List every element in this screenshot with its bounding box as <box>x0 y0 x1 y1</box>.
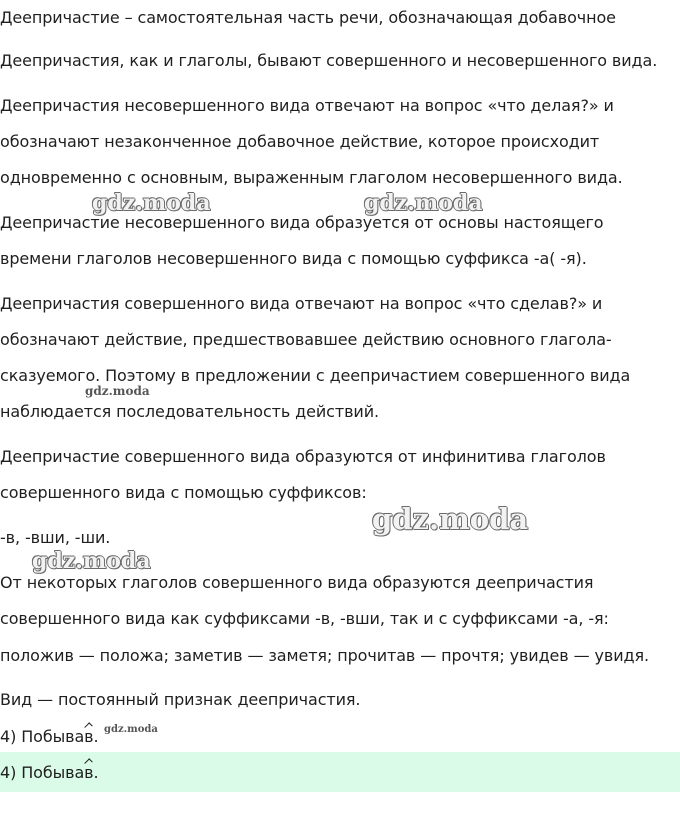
text-line: совершенного вида с помощью суффиксов: <box>0 483 367 502</box>
text-line: обозначают незаконченное добавочное действие, которое происходит <box>0 132 600 151</box>
task-suffix: . <box>93 727 99 746</box>
answer-suffix: . <box>93 763 99 782</box>
text-line: одновременно с основным, выраженным глаголом несовершенного вида. <box>0 168 623 187</box>
text-line: совершенного вида как суффиксами -в, -вши, так и с суффиксами -а, -я: <box>0 609 609 628</box>
text-line: -в, -вши, -ши. <box>0 528 111 547</box>
text-line: Деепричастие совершенного вида образуются от инфинитива глаголов <box>0 447 606 466</box>
text-line: От некоторых глаголов совершенного вида образуются деепричастия <box>0 573 594 592</box>
text-line: сказуемого. Поэтому в предложении с деепричастием совершенного вида <box>0 366 631 385</box>
text-line: положив — положа; заметив — заметя; прочитав — прочтя; увидев — увидя. <box>0 646 649 665</box>
text-line: Деепричастия, как и глаголы, бывают совершенного и несовершенного вида. <box>0 51 658 70</box>
watermark: gdz.moda <box>104 724 158 735</box>
answer-line <box>0 763 99 783</box>
watermark: gdz.moda <box>364 190 483 216</box>
answer-marked-letter: в <box>84 763 94 782</box>
task-line <box>0 727 99 747</box>
watermark: gdz.moda <box>85 384 150 398</box>
task-prefix: 4) Побыва <box>0 727 85 746</box>
watermark: gdz.moda <box>32 548 151 574</box>
watermark: gdz.moda <box>372 502 529 536</box>
watermark: gdz.moda <box>92 190 211 216</box>
text-line: Деепричастие несовершенного вида образуется от основы настоящего <box>0 213 604 232</box>
text-line: Деепричастие – самостоятельная часть речи, обозначающая добавочное <box>0 8 616 27</box>
text-line: Деепричастия совершенного вида отвечают на вопрос «что сделав?» и <box>0 294 603 313</box>
text-line: наблюдается последовательность действий. <box>0 402 380 421</box>
text-line: времени глаголов несовершенного вида с помощью суффикса -а( -я). <box>0 249 587 268</box>
text-line: обозначают действие, предшествовавшее действию основного глагола- <box>0 330 612 349</box>
answer-box <box>0 752 680 792</box>
text-line: Вид — постоянный признак деепричастия. <box>0 690 361 709</box>
text-line: Деепричастия несовершенного вида отвечают на вопрос «что делая?» и <box>0 96 614 115</box>
answer-prefix: 4) Побыва <box>0 763 85 782</box>
task-marked-letter: в <box>84 727 94 746</box>
